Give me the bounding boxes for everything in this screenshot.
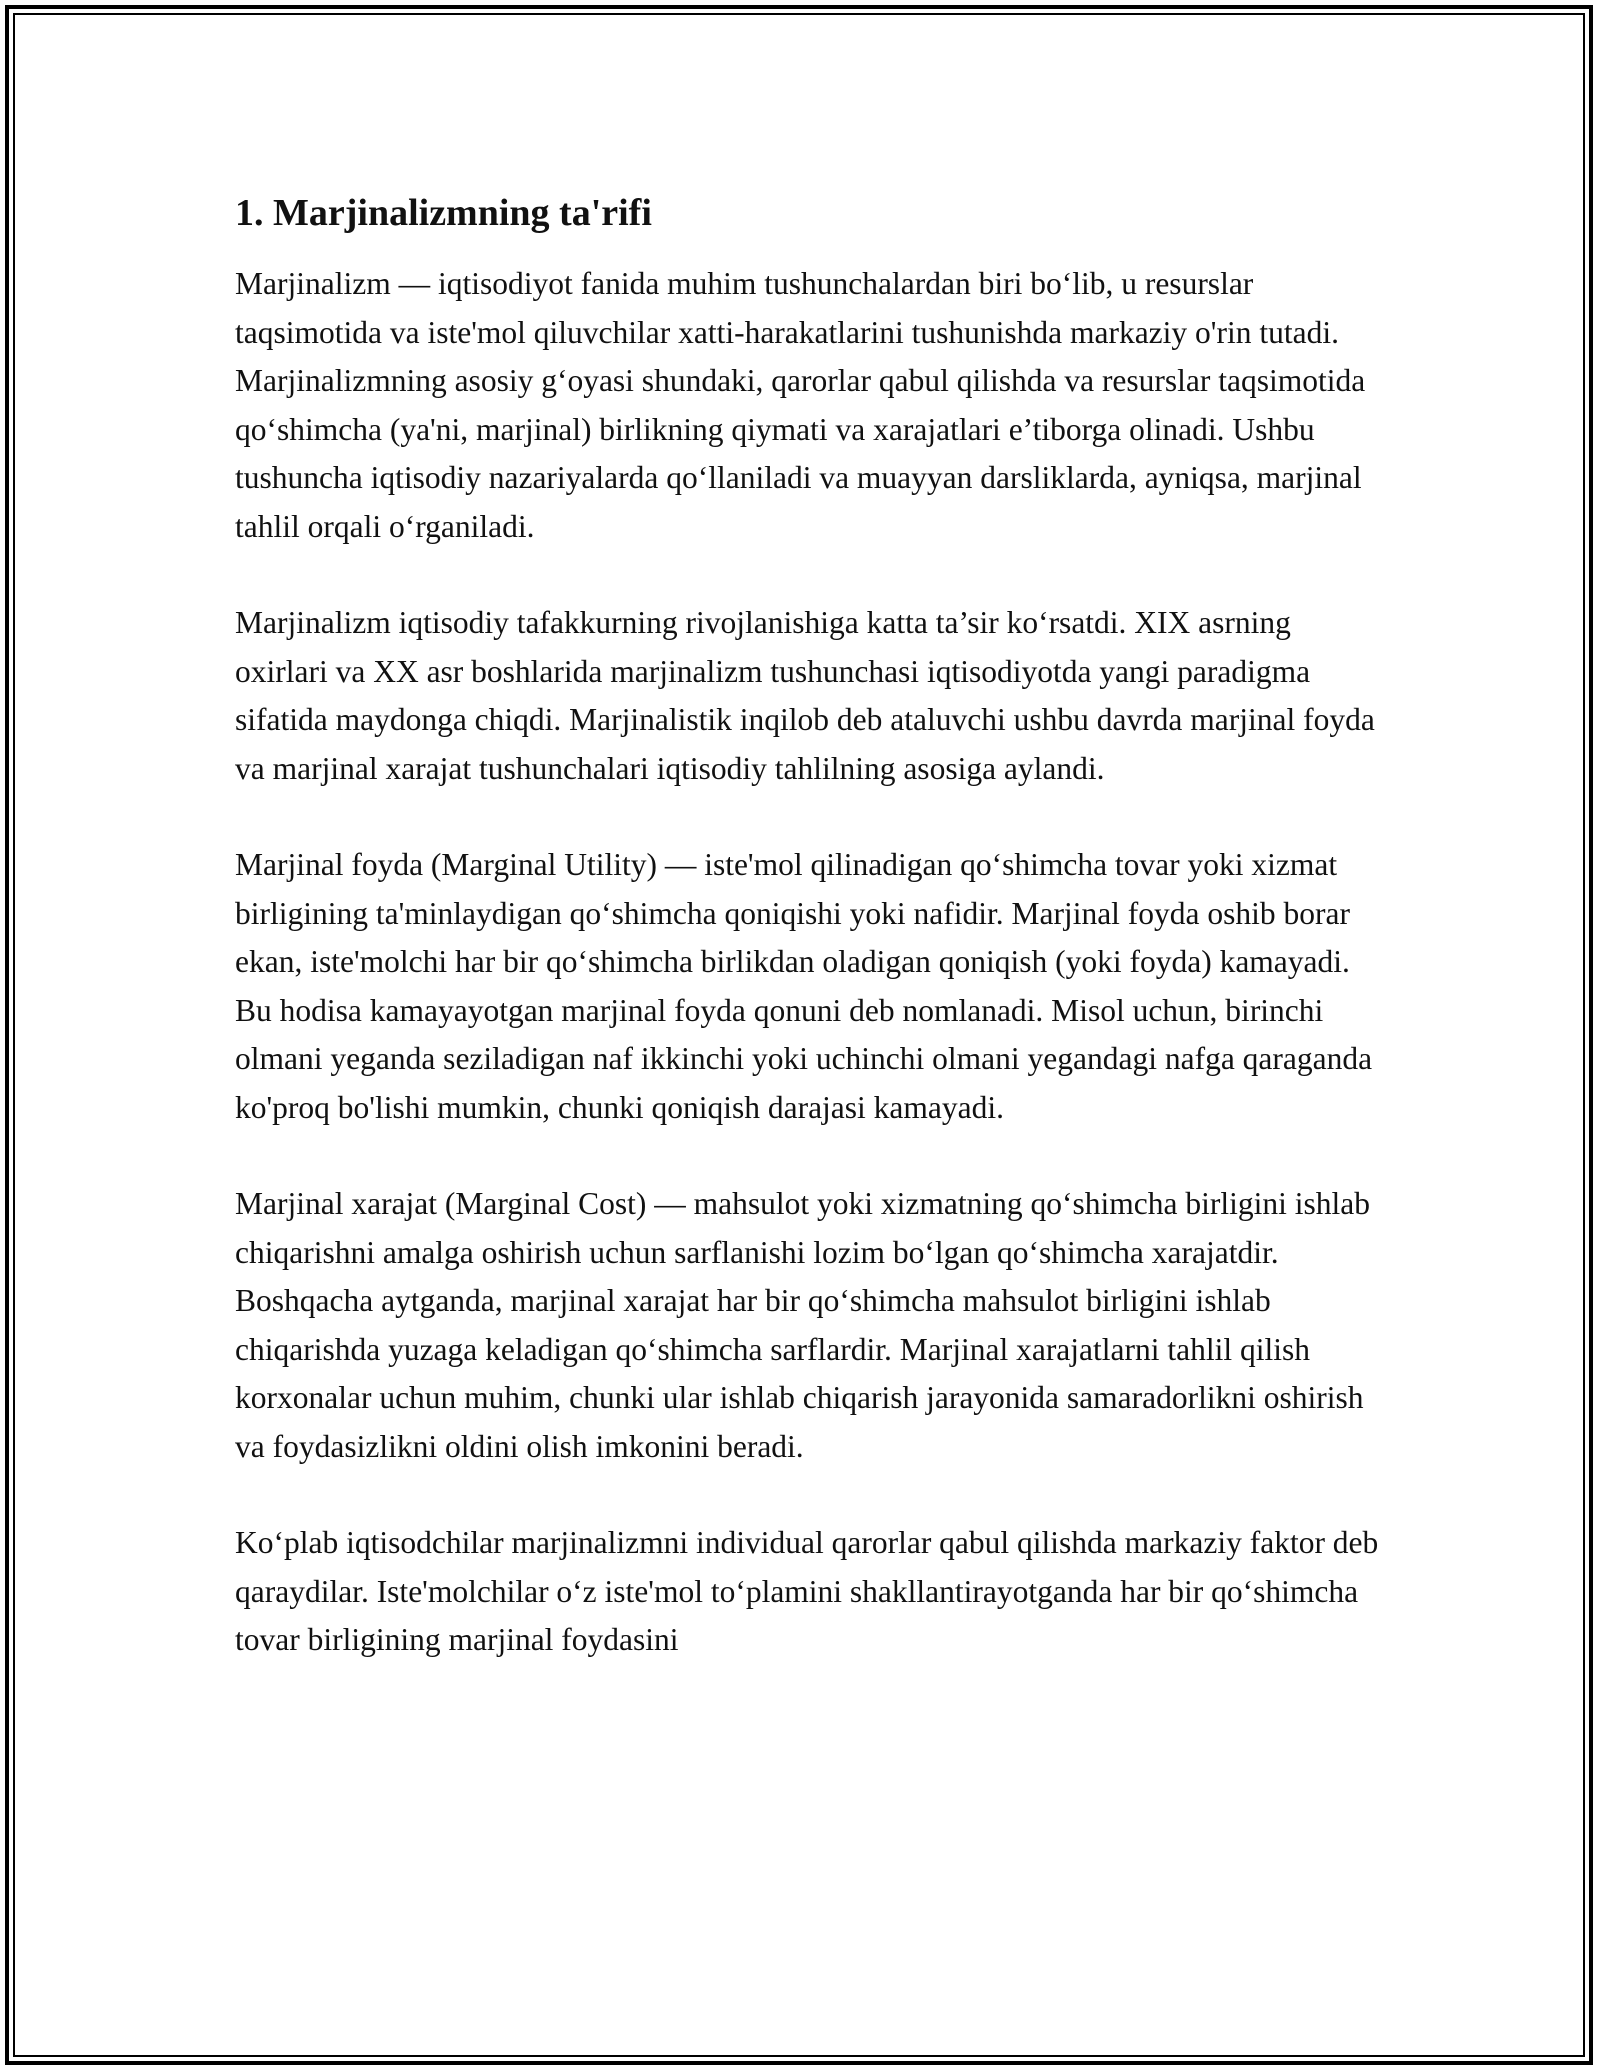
paragraph-3: Marjinal foyda (Marginal Utility) — iste'mol qilinadigan qo‘shimcha tovar yoki xizmat birligining ta'minlaydigan qo‘shimcha qoniqishi yoki nafidir. Marjinal foyda oshib borar ekan, iste'molchi har bir qo‘shimcha birlikdan oladigan qoniqish (yoki foyda) kamayadi. Bu hodisa kamayayotgan marjinal foyda qonuni deb nomlanadi. Misol uchun, birinchi olmani yeganda seziladigan naf ikkinchi yoki uchinchi olmani yegandagi nafga qaraganda ko'proq bo'lishi mumkin, chunki qoniqish darajasi kamayadi. xyxy=(235,847,1373,1125)
document-body xyxy=(235,188,1385,1713)
section-title: 1. Marjinalizmning ta'rifi xyxy=(235,192,652,234)
paragraph-1: Marjinalizm — iqtisodiyot fanida muhim tushunchalardan biri bo‘lib, u resurslar taqsimotida va iste'mol qiluvchilar xatti-harakatlarini tushunishda markaziy o'rin tutadi. Marjinalizmning asosiy g‘oyasi shundaki, qarorlar qabul qilishda va resurslar taqsimotida qo‘shimcha (ya'ni, marjinal) birlikning qiymati va xarajatlari e’tiborga olinadi. Ushbu tushuncha iqtisodiy nazariyalarda qo‘llaniladi va muayyan darsliklarda, ayniqsa, marjinal tahlil orqali o‘rganiladi. xyxy=(235,266,1366,544)
paragraph-2: Marjinalizm iqtisodiy tafakkurning rivojlanishiga katta ta’sir ko‘rsatdi. XIX asrning oxirlari va XX asr boshlarida marjinalizm tushunchasi iqtisodiyotda yangi paradigma sifatida maydonga chiqdi. Marjinalistik inqilob deb ataluvchi ushbu davrda marjinal foyda va marjinal xarajat tushunchalari iqtisodiy tahlilning asosiga aylandi. xyxy=(235,605,1375,786)
paragraph-5: Ko‘plab iqtisodchilar marjinalizmni individual qarorlar qabul qilishda markaziy faktor deb qaraydilar. Iste'molchilar o‘z iste'mol to‘plamini shakllantirayotganda har bir qo‘shimcha tovar birligining marjinal foydasini xyxy=(235,1525,1379,1657)
paragraph-4: Marjinal xarajat (Marginal Cost) — mahsulot yoki xizmatning qo‘shimcha birligini ishlab chiqarishni amalga oshirish uchun sarflanishi lozim bo‘lgan qo‘shimcha xarajatdir. Boshqacha aytganda, marjinal xarajat har bir qo‘shimcha mahsulot birligini ishlab chiqarishda yuzaga keladigan qo‘shimcha sarflardir. Marjinal xarajatlarni tahlil qilish korxonalar uchun muhim, chunki ular ishlab chiqarish jarayonida samaradorlikni oshirish va foydasizlikni oldini olish imkonini beradi. xyxy=(235,1186,1370,1464)
